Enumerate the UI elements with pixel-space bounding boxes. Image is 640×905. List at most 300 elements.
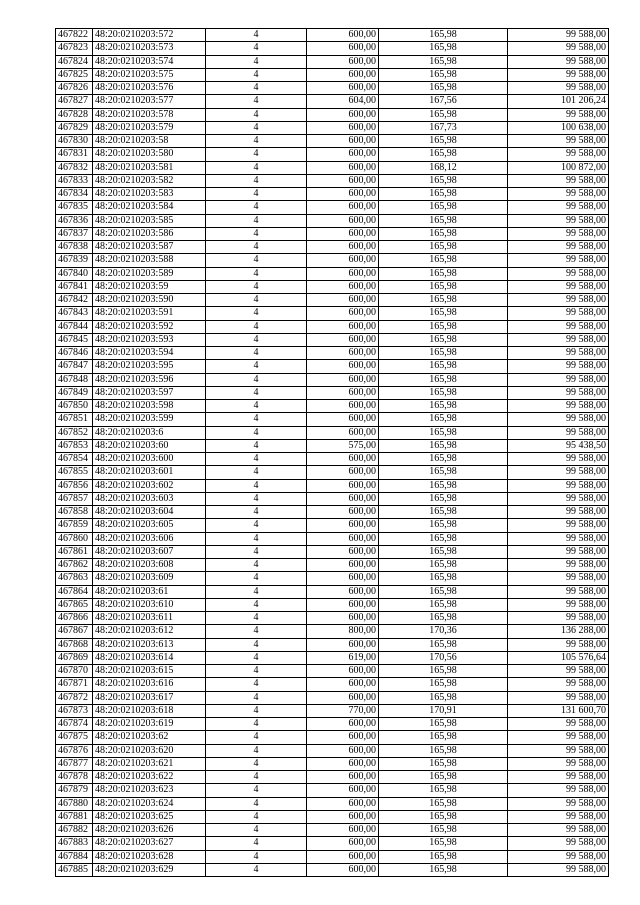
cadastral-value-cell: 99 588,00 <box>508 254 609 267</box>
row-id-cell: 467830 <box>56 135 93 148</box>
cadastral-number-cell: 48:20:0210203:606 <box>93 532 206 545</box>
cadastral-value-cell: 99 588,00 <box>508 479 609 492</box>
row-id-cell: 467872 <box>56 691 93 704</box>
table-row <box>56 400 609 413</box>
category-cell: 4 <box>206 532 307 545</box>
table-row <box>56 347 609 360</box>
cadastral-number-cell: 48:20:0210203:629 <box>93 863 206 876</box>
specific-value-cell: 165,98 <box>379 678 508 691</box>
category-cell: 4 <box>206 254 307 267</box>
row-id-cell: 467829 <box>56 121 93 134</box>
row-id-cell: 467867 <box>56 625 93 638</box>
specific-value-cell: 165,98 <box>379 333 508 346</box>
cadastral-number-cell: 48:20:0210203:579 <box>93 121 206 134</box>
row-id-cell: 467875 <box>56 731 93 744</box>
specific-value-cell: 167,56 <box>379 95 508 108</box>
row-id-cell: 467880 <box>56 797 93 810</box>
table-row <box>56 161 609 174</box>
row-id-cell: 467835 <box>56 201 93 214</box>
cadastral-value-cell: 99 588,00 <box>508 400 609 413</box>
cadastral-value-cell: 99 588,00 <box>508 214 609 227</box>
specific-value-cell: 165,98 <box>379 492 508 505</box>
area-cell: 600,00 <box>307 466 379 479</box>
specific-value-cell: 165,98 <box>379 731 508 744</box>
row-id-cell: 467871 <box>56 678 93 691</box>
specific-value-cell: 165,98 <box>379 453 508 466</box>
cadastral-value-cell: 99 588,00 <box>508 426 609 439</box>
cadastral-number-cell: 48:20:0210203:586 <box>93 227 206 240</box>
category-cell: 4 <box>206 188 307 201</box>
specific-value-cell: 165,98 <box>379 771 508 784</box>
area-cell: 600,00 <box>307 837 379 850</box>
cadastral-number-cell: 48:20:0210203:582 <box>93 174 206 187</box>
specific-value-cell: 165,98 <box>379 386 508 399</box>
area-cell: 600,00 <box>307 241 379 254</box>
row-id-cell: 467859 <box>56 519 93 532</box>
row-id-cell: 467862 <box>56 559 93 572</box>
cadastral-number-cell: 48:20:0210203:590 <box>93 294 206 307</box>
table-row <box>56 824 609 837</box>
specific-value-cell: 165,98 <box>379 68 508 81</box>
area-cell: 600,00 <box>307 824 379 837</box>
area-cell: 600,00 <box>307 810 379 823</box>
cadastral-value-cell: 99 588,00 <box>508 532 609 545</box>
row-id-cell: 467837 <box>56 227 93 240</box>
cadastral-number-cell: 48:20:0210203:625 <box>93 810 206 823</box>
table-row <box>56 360 609 373</box>
cadastral-number-cell: 48:20:0210203:597 <box>93 386 206 399</box>
cadastral-value-cell: 99 588,00 <box>508 598 609 611</box>
table-row <box>56 612 609 625</box>
area-cell: 600,00 <box>307 400 379 413</box>
area-cell: 600,00 <box>307 201 379 214</box>
table-row <box>56 731 609 744</box>
cadastral-number-cell: 48:20:0210203:624 <box>93 797 206 810</box>
area-cell: 600,00 <box>307 731 379 744</box>
row-id-cell: 467885 <box>56 863 93 876</box>
table-row <box>56 82 609 95</box>
specific-value-cell: 165,98 <box>379 254 508 267</box>
specific-value-cell: 165,98 <box>379 744 508 757</box>
specific-value-cell: 165,98 <box>379 413 508 426</box>
cadastral-value-cell: 99 588,00 <box>508 42 609 55</box>
specific-value-cell: 165,98 <box>379 691 508 704</box>
cadastral-value-cell: 99 588,00 <box>508 850 609 863</box>
area-cell: 600,00 <box>307 598 379 611</box>
cadastral-value-cell: 99 588,00 <box>508 68 609 81</box>
category-cell: 4 <box>206 360 307 373</box>
table-row <box>56 188 609 201</box>
table-row <box>56 479 609 492</box>
cadastral-value-cell: 99 588,00 <box>508 360 609 373</box>
specific-value-cell: 165,98 <box>379 29 508 42</box>
area-cell: 600,00 <box>307 850 379 863</box>
area-cell: 600,00 <box>307 797 379 810</box>
cadastral-value-cell: 99 588,00 <box>508 665 609 678</box>
area-cell: 600,00 <box>307 214 379 227</box>
specific-value-cell: 165,98 <box>379 201 508 214</box>
cadastral-number-cell: 48:20:0210203:617 <box>93 691 206 704</box>
specific-value-cell: 165,98 <box>379 227 508 240</box>
table-row <box>56 559 609 572</box>
specific-value-cell: 165,98 <box>379 519 508 532</box>
category-cell: 4 <box>206 651 307 664</box>
table-row <box>56 413 609 426</box>
row-id-cell: 467851 <box>56 413 93 426</box>
cadastral-value-cell: 99 588,00 <box>508 612 609 625</box>
specific-value-cell: 165,98 <box>379 559 508 572</box>
cadastral-number-cell: 48:20:0210203:575 <box>93 68 206 81</box>
cadastral-value-cell: 99 588,00 <box>508 545 609 558</box>
area-cell: 600,00 <box>307 612 379 625</box>
cadastral-number-cell: 48:20:0210203:61 <box>93 585 206 598</box>
cadastral-value-cell: 99 588,00 <box>508 863 609 876</box>
row-id-cell: 467822 <box>56 29 93 42</box>
table-row <box>56 532 609 545</box>
table-row <box>56 492 609 505</box>
table-row <box>56 651 609 664</box>
specific-value-cell: 165,98 <box>379 400 508 413</box>
table-row <box>56 68 609 81</box>
cadastral-number-cell: 48:20:0210203:584 <box>93 201 206 214</box>
row-id-cell: 467828 <box>56 108 93 121</box>
specific-value-cell: 165,98 <box>379 572 508 585</box>
cadastral-value-cell: 99 588,00 <box>508 347 609 360</box>
table-row <box>56 135 609 148</box>
table-row <box>56 227 609 240</box>
cadastral-number-cell: 48:20:0210203:58 <box>93 135 206 148</box>
cadastral-value-cell: 99 588,00 <box>508 294 609 307</box>
cadastral-value-cell: 99 588,00 <box>508 413 609 426</box>
row-id-cell: 467831 <box>56 148 93 161</box>
area-cell: 575,00 <box>307 439 379 452</box>
table-row <box>56 29 609 42</box>
cadastral-value-cell: 99 588,00 <box>508 201 609 214</box>
cadastral-number-cell: 48:20:0210203:621 <box>93 757 206 770</box>
cadastral-number-cell: 48:20:0210203:595 <box>93 360 206 373</box>
cadastral-number-cell: 48:20:0210203:581 <box>93 161 206 174</box>
cadastral-number-cell: 48:20:0210203:605 <box>93 519 206 532</box>
category-cell: 4 <box>206 29 307 42</box>
row-id-cell: 467870 <box>56 665 93 678</box>
specific-value-cell: 165,98 <box>379 426 508 439</box>
category-cell: 4 <box>206 294 307 307</box>
cadastral-value-cell: 131 600,70 <box>508 704 609 717</box>
cadastral-value-cell: 99 588,00 <box>508 373 609 386</box>
specific-value-cell: 165,98 <box>379 506 508 519</box>
table-row <box>56 55 609 68</box>
row-id-cell: 467849 <box>56 386 93 399</box>
cadastral-value-cell: 99 588,00 <box>508 29 609 42</box>
cadastral-number-cell: 48:20:0210203:622 <box>93 771 206 784</box>
cadastral-number-cell: 48:20:0210203:577 <box>93 95 206 108</box>
cadastral-number-cell: 48:20:0210203:572 <box>93 29 206 42</box>
table-row <box>56 797 609 810</box>
table-row <box>56 280 609 293</box>
table-row <box>56 453 609 466</box>
row-id-cell: 467877 <box>56 757 93 770</box>
category-cell: 4 <box>206 784 307 797</box>
category-cell: 4 <box>206 492 307 505</box>
category-cell: 4 <box>206 55 307 68</box>
row-id-cell: 467873 <box>56 704 93 717</box>
cadastral-number-cell: 48:20:0210203:628 <box>93 850 206 863</box>
area-cell: 600,00 <box>307 373 379 386</box>
specific-value-cell: 165,98 <box>379 55 508 68</box>
table-row <box>56 625 609 638</box>
cadastral-number-cell: 48:20:0210203:627 <box>93 837 206 850</box>
specific-value-cell: 165,98 <box>379 241 508 254</box>
row-id-cell: 467882 <box>56 824 93 837</box>
cadastral-number-cell: 48:20:0210203:589 <box>93 267 206 280</box>
specific-value-cell: 170,36 <box>379 625 508 638</box>
category-cell: 4 <box>206 612 307 625</box>
cadastral-number-cell: 48:20:0210203:626 <box>93 824 206 837</box>
area-cell: 600,00 <box>307 55 379 68</box>
category-cell: 4 <box>206 161 307 174</box>
area-cell: 600,00 <box>307 227 379 240</box>
row-id-cell: 467869 <box>56 651 93 664</box>
row-id-cell: 467860 <box>56 532 93 545</box>
category-cell: 4 <box>206 810 307 823</box>
specific-value-cell: 165,98 <box>379 757 508 770</box>
cadastral-value-cell: 99 588,00 <box>508 771 609 784</box>
category-cell: 4 <box>206 744 307 757</box>
specific-value-cell: 165,98 <box>379 42 508 55</box>
category-cell: 4 <box>206 386 307 399</box>
specific-value-cell: 165,98 <box>379 850 508 863</box>
row-id-cell: 467844 <box>56 320 93 333</box>
category-cell: 4 <box>206 307 307 320</box>
cadastral-value-cell: 99 588,00 <box>508 837 609 850</box>
specific-value-cell: 165,98 <box>379 82 508 95</box>
cadastral-number-cell: 48:20:0210203:601 <box>93 466 206 479</box>
category-cell: 4 <box>206 545 307 558</box>
table-row <box>56 241 609 254</box>
table-row <box>56 704 609 717</box>
area-cell: 600,00 <box>307 108 379 121</box>
cadastral-value-cell: 99 588,00 <box>508 691 609 704</box>
specific-value-cell: 165,98 <box>379 837 508 850</box>
area-cell: 600,00 <box>307 506 379 519</box>
category-cell: 4 <box>206 347 307 360</box>
category-cell: 4 <box>206 280 307 293</box>
area-cell: 600,00 <box>307 678 379 691</box>
cadastral-value-cell: 101 206,24 <box>508 95 609 108</box>
specific-value-cell: 170,91 <box>379 704 508 717</box>
cadastral-number-cell: 48:20:0210203:59 <box>93 280 206 293</box>
table-row <box>56 519 609 532</box>
row-id-cell: 467874 <box>56 718 93 731</box>
cadastral-number-cell: 48:20:0210203:574 <box>93 55 206 68</box>
category-cell: 4 <box>206 572 307 585</box>
cadastral-value-cell: 99 588,00 <box>508 267 609 280</box>
cadastral-number-cell: 48:20:0210203:610 <box>93 598 206 611</box>
category-cell: 4 <box>206 731 307 744</box>
category-cell: 4 <box>206 426 307 439</box>
area-cell: 600,00 <box>307 665 379 678</box>
table-row <box>56 784 609 797</box>
cadastral-number-cell: 48:20:0210203:591 <box>93 307 206 320</box>
area-cell: 600,00 <box>307 280 379 293</box>
area-cell: 600,00 <box>307 161 379 174</box>
area-cell: 600,00 <box>307 545 379 558</box>
table-row <box>56 771 609 784</box>
cadastral-value-cell: 99 588,00 <box>508 797 609 810</box>
category-cell: 4 <box>206 174 307 187</box>
category-cell: 4 <box>206 824 307 837</box>
cadastral-number-cell: 48:20:0210203:623 <box>93 784 206 797</box>
cadastral-number-cell: 48:20:0210203:611 <box>93 612 206 625</box>
cadastral-value-cell: 99 588,00 <box>508 174 609 187</box>
cadastral-value-cell: 99 588,00 <box>508 678 609 691</box>
cadastral-number-cell: 48:20:0210203:580 <box>93 148 206 161</box>
cadastral-number-cell: 48:20:0210203:588 <box>93 254 206 267</box>
specific-value-cell: 168,12 <box>379 161 508 174</box>
area-cell: 600,00 <box>307 333 379 346</box>
table-row <box>56 678 609 691</box>
specific-value-cell: 165,98 <box>379 863 508 876</box>
area-cell: 600,00 <box>307 29 379 42</box>
area-cell: 600,00 <box>307 135 379 148</box>
specific-value-cell: 165,98 <box>379 108 508 121</box>
row-id-cell: 467840 <box>56 267 93 280</box>
area-cell: 600,00 <box>307 559 379 572</box>
cadastral-value-cell: 99 588,00 <box>508 559 609 572</box>
row-id-cell: 467832 <box>56 161 93 174</box>
specific-value-cell: 165,98 <box>379 174 508 187</box>
cadastral-value-cell: 99 588,00 <box>508 784 609 797</box>
cadastral-number-cell: 48:20:0210203:593 <box>93 333 206 346</box>
category-cell: 4 <box>206 559 307 572</box>
row-id-cell: 467865 <box>56 598 93 611</box>
area-cell: 600,00 <box>307 148 379 161</box>
specific-value-cell: 165,98 <box>379 810 508 823</box>
cadastral-number-cell: 48:20:0210203:576 <box>93 82 206 95</box>
cadastral-value-cell: 99 588,00 <box>508 227 609 240</box>
row-id-cell: 467841 <box>56 280 93 293</box>
table-row <box>56 863 609 876</box>
table-row <box>56 598 609 611</box>
specific-value-cell: 165,98 <box>379 148 508 161</box>
category-cell: 4 <box>206 598 307 611</box>
category-cell: 4 <box>206 665 307 678</box>
table-row <box>56 744 609 757</box>
table-row <box>56 439 609 452</box>
row-id-cell: 467876 <box>56 744 93 757</box>
cadastral-number-cell: 48:20:0210203:578 <box>93 108 206 121</box>
cadastral-value-cell: 99 588,00 <box>508 241 609 254</box>
table-row <box>56 42 609 55</box>
row-id-cell: 467863 <box>56 572 93 585</box>
specific-value-cell: 165,98 <box>379 479 508 492</box>
area-cell: 600,00 <box>307 68 379 81</box>
area-cell: 600,00 <box>307 121 379 134</box>
cadastral-number-cell: 48:20:0210203:599 <box>93 413 206 426</box>
cadastral-number-cell: 48:20:0210203:60 <box>93 439 206 452</box>
specific-value-cell: 165,98 <box>379 214 508 227</box>
cadastral-value-cell: 99 588,00 <box>508 108 609 121</box>
category-cell: 4 <box>206 320 307 333</box>
table-row <box>56 757 609 770</box>
area-cell: 600,00 <box>307 42 379 55</box>
row-id-cell: 467847 <box>56 360 93 373</box>
area-cell: 600,00 <box>307 585 379 598</box>
category-cell: 4 <box>206 506 307 519</box>
table-row <box>56 294 609 307</box>
area-cell: 600,00 <box>307 453 379 466</box>
row-id-cell: 467833 <box>56 174 93 187</box>
row-id-cell: 467881 <box>56 810 93 823</box>
table-row <box>56 201 609 214</box>
cadastral-value-cell: 99 588,00 <box>508 744 609 757</box>
row-id-cell: 467845 <box>56 333 93 346</box>
cadastral-number-cell: 48:20:0210203:592 <box>93 320 206 333</box>
category-cell: 4 <box>206 400 307 413</box>
category-cell: 4 <box>206 797 307 810</box>
table-row <box>56 254 609 267</box>
cadastral-value-cell: 99 588,00 <box>508 519 609 532</box>
cadastral-number-cell: 48:20:0210203:604 <box>93 506 206 519</box>
table-row <box>56 320 609 333</box>
cadastral-value-cell: 99 588,00 <box>508 320 609 333</box>
table-row <box>56 665 609 678</box>
cadastral-number-cell: 48:20:0210203:619 <box>93 718 206 731</box>
specific-value-cell: 165,98 <box>379 439 508 452</box>
cadastral-value-cell: 99 588,00 <box>508 585 609 598</box>
specific-value-cell: 170,56 <box>379 651 508 664</box>
cadastral-value-cell: 99 588,00 <box>508 731 609 744</box>
area-cell: 600,00 <box>307 757 379 770</box>
row-id-cell: 467883 <box>56 837 93 850</box>
cadastral-value-cell: 99 588,00 <box>508 638 609 651</box>
row-id-cell: 467879 <box>56 784 93 797</box>
cadastral-value-cell: 99 588,00 <box>508 280 609 293</box>
area-cell: 600,00 <box>307 718 379 731</box>
area-cell: 600,00 <box>307 254 379 267</box>
specific-value-cell: 165,98 <box>379 718 508 731</box>
table-row <box>56 333 609 346</box>
table-row <box>56 837 609 850</box>
area-cell: 600,00 <box>307 82 379 95</box>
row-id-cell: 467842 <box>56 294 93 307</box>
area-cell: 600,00 <box>307 426 379 439</box>
table-row <box>56 307 609 320</box>
category-cell: 4 <box>206 413 307 426</box>
specific-value-cell: 165,98 <box>379 638 508 651</box>
table-row <box>56 121 609 134</box>
area-cell: 600,00 <box>307 347 379 360</box>
specific-value-cell: 165,98 <box>379 320 508 333</box>
area-cell: 600,00 <box>307 744 379 757</box>
specific-value-cell: 165,98 <box>379 532 508 545</box>
area-cell: 770,00 <box>307 704 379 717</box>
specific-value-cell: 165,98 <box>379 612 508 625</box>
cadastral-value-cell: 99 588,00 <box>508 333 609 346</box>
category-cell: 4 <box>206 691 307 704</box>
area-cell: 600,00 <box>307 413 379 426</box>
category-cell: 4 <box>206 704 307 717</box>
cadastral-number-cell: 48:20:0210203:583 <box>93 188 206 201</box>
area-cell: 600,00 <box>307 638 379 651</box>
category-cell: 4 <box>206 108 307 121</box>
category-cell: 4 <box>206 42 307 55</box>
row-id-cell: 467823 <box>56 42 93 55</box>
category-cell: 4 <box>206 201 307 214</box>
specific-value-cell: 165,98 <box>379 598 508 611</box>
table-row <box>56 373 609 386</box>
category-cell: 4 <box>206 757 307 770</box>
